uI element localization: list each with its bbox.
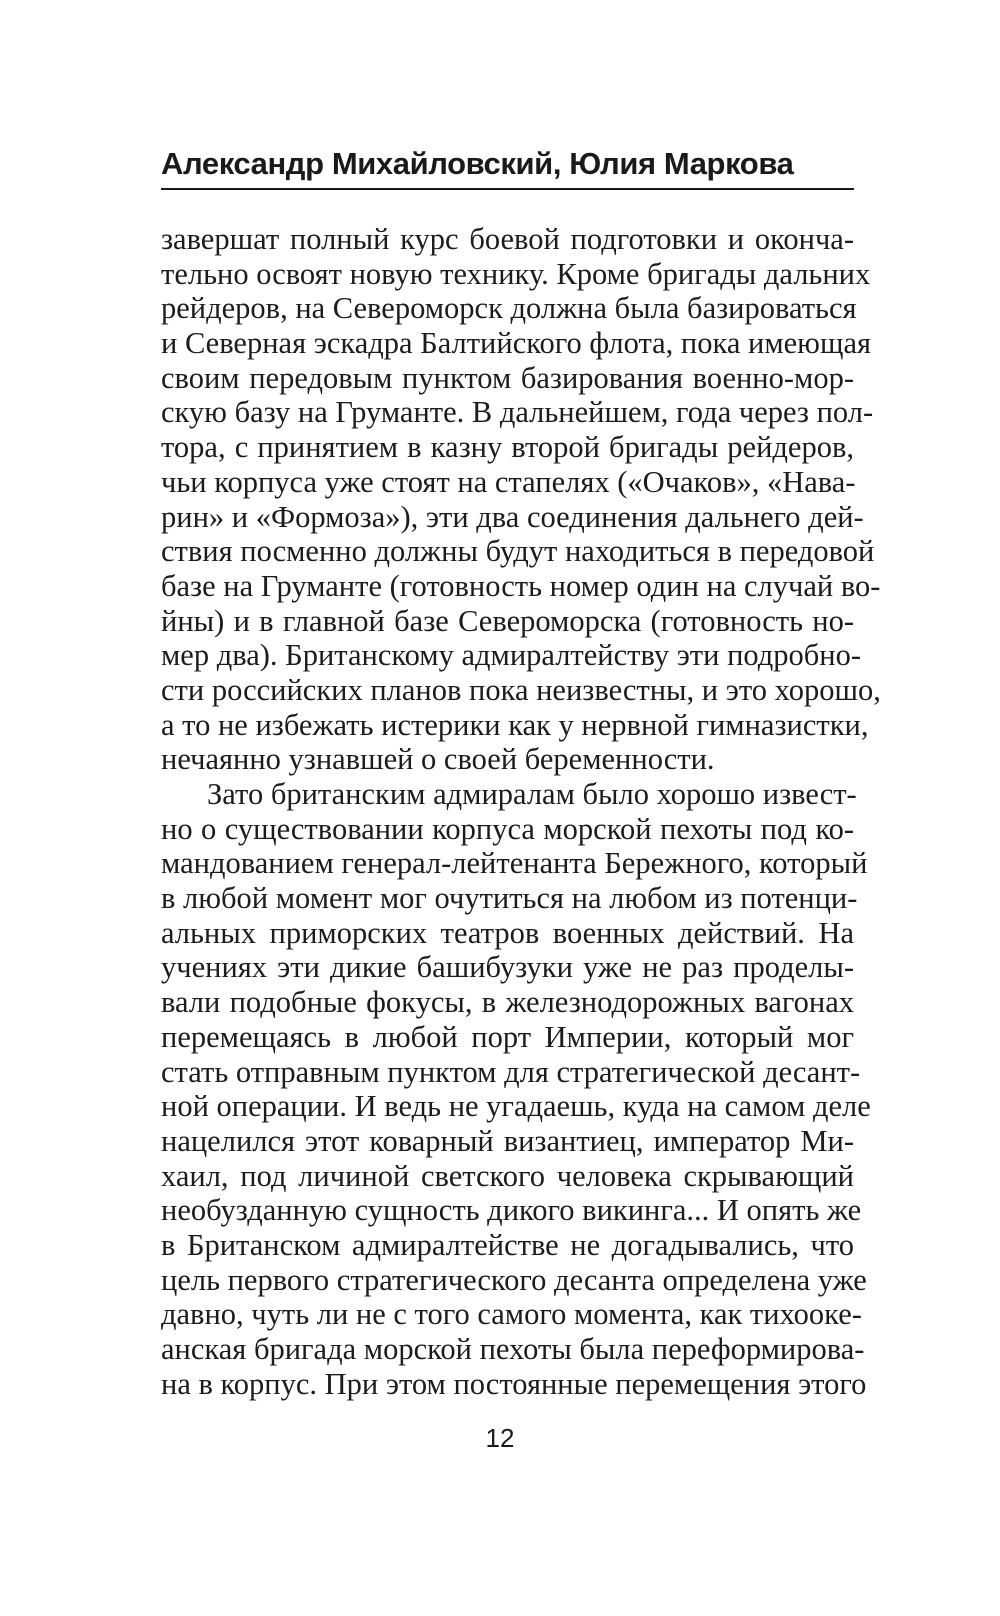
text-line: базе на Груманте (готовность номер один на случай во- — [161, 568, 881, 603]
text-line: мандованием генерал-лейтенанта Бережного, который — [161, 846, 868, 881]
text-line: на в корпус. При этом постоянные перемещения этого — [161, 1366, 867, 1401]
text-line: скую базу на Груманте. В дальнейшем, года через пол- — [161, 395, 874, 430]
paragraph-1 — [161, 222, 881, 777]
text-line: рейдеров, на Североморск должна была базироваться — [161, 291, 857, 326]
text-line: вали подобные фокусы, в железнодорожных вагонах — [161, 985, 854, 1020]
text-line: а то не избежать истерики как у нервной гимназистки, — [161, 707, 869, 742]
text-line: и Северная эскадра Балтийского флота, пока имеющая — [161, 326, 872, 361]
text-line: давно, чуть ли не с того самого момента, как тихооке- — [161, 1297, 862, 1332]
text-line: своим передовым пунктом базирования военно-мор- — [161, 360, 854, 395]
page-number: 12 — [485, 1423, 515, 1453]
text-line: завершат полный курс боевой подготовки и оконча- — [161, 222, 854, 256]
body-text — [161, 222, 881, 1401]
text-line: в Британском адмиралтействе не догадывались, что — [161, 1227, 854, 1262]
text-line: мер два). Британскому адмиралтейству эти подробно- — [161, 638, 862, 673]
text-line: цель первого стратегического десанта определена уже — [161, 1262, 867, 1297]
text-line: в любой момент мог очутиться на любом из потенци- — [161, 881, 858, 916]
text-line: тора, с принятием в казну второй бригады рейдеров, — [161, 430, 854, 465]
text-line: перемещаясь в любой порт Империи, который мог — [161, 1019, 854, 1054]
text-line: необузданную сущность дикого викинга... И опять же — [161, 1193, 862, 1228]
text-line: рин» и «Формоза»), эти два соединения дальнего дей- — [161, 499, 864, 534]
text-line: йны) и в главной базе Североморска (готовность но- — [161, 603, 854, 638]
text-line: сти российских планов пока неизвестны, и это хорошо, — [161, 672, 881, 707]
text-line: Зато британским адмиралам было хорошо извест- — [207, 777, 857, 811]
text-line: нацелился этот коварный византиец, император Ми- — [161, 1123, 854, 1158]
text-line: нечаянно узнавшей о своей беременности. — [161, 742, 715, 777]
text-line: тельно освоят новую технику. Кроме бригады дальних — [161, 256, 871, 291]
text-line: но о существовании корпуса морской пехоты под ко- — [161, 811, 854, 846]
text-line: хаил, под личиной светского человека скрывающий — [161, 1158, 854, 1193]
text-line: альных приморских театров военных действий. На — [161, 915, 854, 950]
text-line: стать отправным пунктом для стратегической десант- — [161, 1054, 861, 1089]
text-line: анская бригада морской пехоты была переформирова- — [161, 1332, 865, 1366]
text-line: ствия посменно должны будут находиться в передовой — [161, 534, 875, 569]
paragraph-2 — [161, 777, 871, 1401]
text-line: чьи корпуса уже стоят на стапелях («Очаков», «Нава- — [161, 464, 856, 499]
header-rule — [161, 188, 854, 190]
running-title: Александр Михайловский, Юлия Маркова — [161, 146, 794, 181]
text-line: учениях эти дикие башибузуки уже не раз проделы- — [161, 950, 854, 985]
text-line: ной операции. И ведь не угадаешь, куда на самом деле — [161, 1089, 871, 1124]
